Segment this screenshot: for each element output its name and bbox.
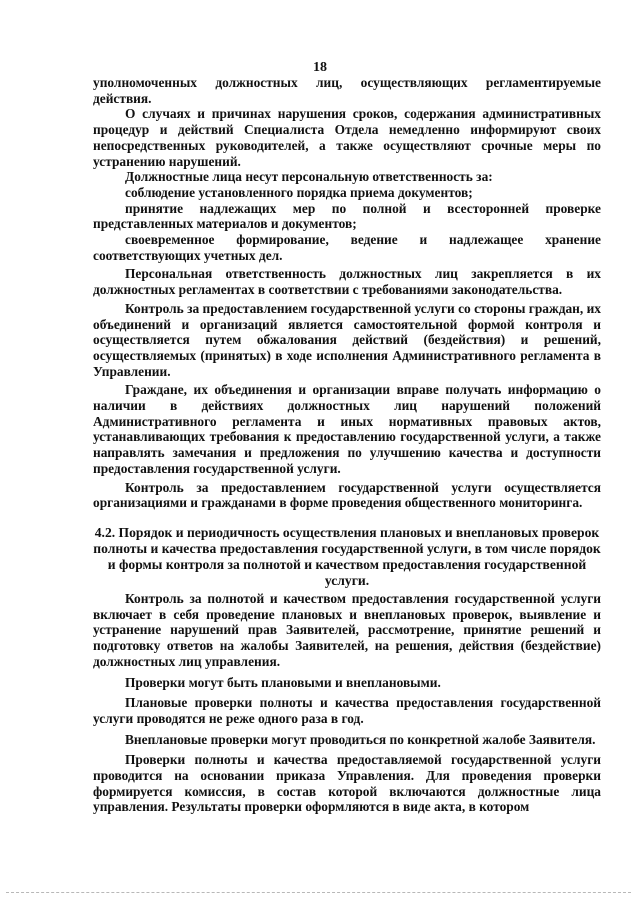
paragraph: Проверки могут быть плановыми и внеплановыми.: [125, 674, 441, 690]
paragraph: Контроль за предоставлением государственной услуги осуществляется организациями и гражданами в форме проведения общественного мониторинга.: [93, 479, 601, 511]
paragraph: Граждане, их объединения и организации вправе получать информацию о наличии в действиях должностных лиц нарушений положений Административного регламента и иных нормативных правовых актов, устанавливающих требования к предоставлению государственной услуги, а также направлять замечания и предложения по улучшению качества и доступности предоставления государственной услуги.: [93, 382, 601, 476]
list-item: своевременное формирование, ведение и надлежащее хранение соответствующих учетных дел.: [93, 232, 601, 263]
page-edge-divider: [6, 892, 631, 893]
paragraph: Внеплановые проверки могут проводиться по конкретной жалобе Заявителя.: [125, 731, 596, 747]
paragraph: О случаях и причинах нарушения сроков, содержания административных процедур и действий Специалиста Отдела немедленно информируют своих непосредственных руководителей, а также осуществляют срочные меры по устранению нарушений.: [93, 106, 601, 169]
section-heading: 4.2. Порядок и периодичность осуществления плановых и внеплановых проверок полноты и качества предоставления государственной услуги, в том числе порядок и формы контроля за полнотой и качеством предоставления государственной услуги.: [93, 524, 601, 588]
paragraph: Плановые проверки полноты и качества предоставления государственной услуги проводятся не реже одного раза в год.: [93, 695, 601, 726]
list-item: принятие надлежащих мер по полной и всесторонней проверке представленных материалов и документов;: [93, 200, 601, 232]
paragraph: уполномоченных должностных лиц, осуществляющих регламентируемые действия.: [93, 75, 601, 106]
paragraph: Должностные лица несут персональную ответственность за:: [125, 169, 493, 185]
page-number: 18: [313, 60, 327, 75]
paragraph: Контроль за предоставлением государственной услуги со стороны граждан, их объединений и организаций является самостоятельной формой контроля и осуществляется путем обжалования действий (бездействия) и решений, осуществляемых (принятых) в ходе исполнения Административного регламента в Управлении.: [93, 300, 602, 379]
document-body: [93, 75, 601, 815]
list-item: соблюдение установленного порядка приема документов;: [125, 184, 473, 200]
paragraph: Проверки полноты и качества предоставляемой государственной услуги проводится на основании приказа Управления. Для проведения проверки формируется комиссия, в состав которой включаются должностные лица управления. Результаты проверки оформляются в виде акта, в котором: [93, 752, 601, 815]
paragraph: Контроль за полнотой и качеством предоставления государственной услуги включает в себя проведение плановых и внеплановых проверок, выявление и устранение нарушений прав Заявителей, рассмотрение, принятие решений и подготовку ответов на жалобы Заявителей, на решения, действия (бездействие) должностных лиц управления.: [93, 590, 601, 669]
paragraph: Персональная ответственность должностных лиц закрепляется в их должностных регламентах в соответствии с требованиями законодательства.: [93, 266, 601, 298]
